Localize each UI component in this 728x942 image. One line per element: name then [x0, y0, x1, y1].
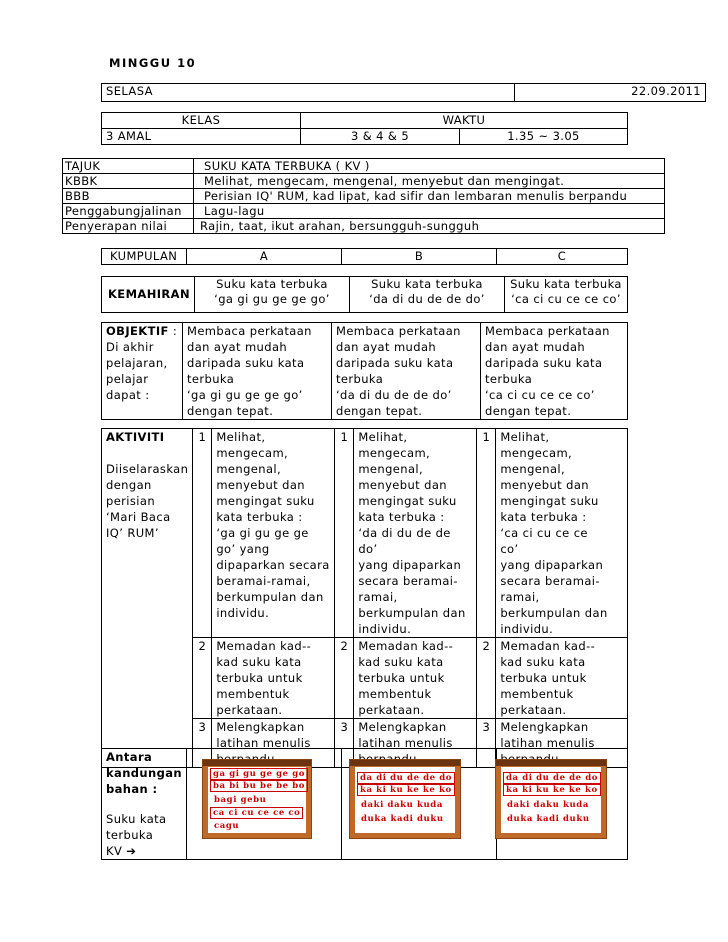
content-label: bahan : — [106, 782, 158, 796]
slide-thumbnail-b — [349, 759, 461, 839]
slide-thumbnail-a — [202, 759, 312, 839]
activity-line: kad suku kata — [358, 655, 444, 669]
activity-line: menyebut dan — [358, 478, 447, 492]
activity-c-step1 — [496, 429, 628, 638]
activity-sub: ‘Mari Baca — [106, 510, 171, 524]
activity-line: Memadan kad-- — [500, 639, 596, 653]
objective-line: dengan tepat. — [187, 404, 274, 418]
activity-line: Melengkapkan — [358, 720, 447, 734]
activity-line: kad suku kata — [500, 655, 586, 669]
activity-line: go’ yang — [216, 542, 270, 556]
activity-line: latihan menulis — [358, 736, 453, 750]
activity-line: terbuka untuk — [358, 671, 445, 685]
objective-line: daripada suku kata — [485, 356, 603, 370]
objective-sub: Di akhir — [106, 340, 154, 354]
objective-line: ‘ga gi gu ge ge go’ — [187, 388, 303, 402]
activity-line: mengenal, — [216, 462, 282, 476]
activity-line: secara beramai- — [358, 574, 458, 588]
activity-line: beramai-ramai, — [216, 574, 311, 588]
activity-line: membentuk — [216, 687, 290, 701]
content-label: Antara — [106, 750, 153, 764]
content-label: kandungan — [106, 766, 182, 780]
slide-row: daki daku kuda — [361, 800, 443, 810]
activity-line: mengecam, — [500, 446, 573, 460]
activity-line: berkumpulan dan — [358, 606, 466, 620]
activity-line: individu. — [216, 606, 270, 620]
skill-c-line2: ‘ca ci cu ce ce co’ — [511, 292, 621, 306]
activity-line: mengingat suku — [358, 494, 457, 508]
slide-row: ca ci cu ce ce co — [210, 807, 303, 819]
objective-b — [332, 323, 481, 420]
content-sub: Suku kata — [106, 812, 167, 826]
content-label-cell — [102, 749, 187, 860]
week-label: MINGGU 10 — [109, 56, 197, 70]
activity-line: membentuk — [358, 687, 432, 701]
objective-line: terbuka — [485, 372, 533, 386]
objective-colon: : — [172, 324, 178, 338]
activity-line: yang dipaparkan — [358, 558, 462, 572]
objective-line: ‘da di du de de do’ — [336, 388, 452, 402]
activity-line: perkataan. — [358, 703, 425, 717]
content-sub: terbuka — [106, 828, 154, 842]
slide-row: ka ki ku ke ke ko — [357, 784, 455, 796]
group-b: B — [342, 249, 497, 265]
objective-sub: pelajaran, — [106, 356, 168, 370]
skill-a — [195, 277, 350, 313]
info-value: Lagu-lagu — [194, 204, 665, 219]
info-value: Perisian IQ' RUM, kad lipat, kad sifir dan lembaran menulis berpandu — [194, 189, 665, 204]
skill-c — [505, 277, 628, 313]
activity-line: latihan menulis — [216, 736, 311, 750]
activity-a-step1 — [212, 429, 335, 638]
skill-b-line2: ‘da di du de de do’ — [369, 292, 485, 306]
slide-row: ga gi gu ge ge go — [210, 768, 308, 780]
content-sub: KV ➔ — [106, 844, 137, 858]
activity-line: Memadan kad-- — [358, 639, 454, 653]
skill-label: KEMAHIRAN — [102, 277, 195, 313]
slide-row: cagu — [214, 821, 240, 831]
activity-line: mengecam, — [358, 446, 431, 460]
objective-line: terbuka — [336, 372, 384, 386]
activity-line: Melengkapkan — [216, 720, 305, 734]
activity-line: individu. — [500, 622, 554, 636]
activity-line: mengingat suku — [216, 494, 315, 508]
activity-line: kad suku kata — [216, 655, 302, 669]
activity-line: mengingat suku — [500, 494, 599, 508]
period-value: 3 & 4 & 5 — [301, 129, 460, 145]
activity-line: berkumpulan dan — [216, 590, 324, 604]
activity-line: membentuk — [500, 687, 574, 701]
objective-line: dan ayat mudah — [336, 340, 437, 354]
objective-line: Membaca perkataan — [187, 324, 312, 338]
skill-a-line1: Suku kata terbuka — [216, 277, 328, 291]
objective-line: terbuka — [187, 372, 235, 386]
activity-line: mengenal, — [500, 462, 566, 476]
info-value: Melihat, mengecam, mengenal, menyebut dan mengingat. — [194, 174, 665, 189]
activity-line: ‘da di du de de — [358, 526, 451, 540]
activity-line: Memadan kad-- — [216, 639, 312, 653]
info-value: SUKU KATA TERBUKA ( KV ) — [194, 159, 665, 174]
activity-c-step2 — [496, 638, 628, 719]
step-number: 1 — [335, 429, 354, 638]
step-number: 1 — [477, 429, 496, 638]
slide-row: bagi gebu — [214, 795, 267, 805]
skill-a-line2: ‘ga gi gu ge ge go’ — [214, 292, 330, 306]
step-number: 2 — [193, 638, 212, 719]
info-label: KBBK — [63, 174, 194, 189]
group-label: KUMPULAN — [102, 249, 187, 265]
activity-sub: IQ’ RUM’ — [106, 526, 159, 540]
objective-line: Membaca perkataan — [336, 324, 461, 338]
day-cell: SELASA — [102, 84, 515, 102]
objective-c — [481, 323, 628, 420]
activity-line: kata terbuka : — [500, 510, 587, 524]
activity-line: Melengkapkan — [500, 720, 589, 734]
date-cell: 22.09.2011 — [515, 84, 706, 102]
activity-line: dipaparkan secara — [216, 558, 330, 572]
objective-sub: dapat : — [106, 388, 150, 402]
activity-line: yang dipaparkan — [500, 558, 604, 572]
info-table — [62, 158, 665, 234]
class-value: 3 AMAL — [102, 129, 301, 145]
slide-row: da di du de de do — [503, 772, 601, 784]
objective-table — [101, 322, 628, 420]
activity-table — [101, 428, 628, 768]
activity-line: kata terbuka : — [358, 510, 445, 524]
time-value: 1.35 ~ 3.05 — [460, 129, 628, 145]
objective-line: Membaca perkataan — [485, 324, 610, 338]
activity-line: terbuka untuk — [216, 671, 303, 685]
activity-line: Melihat, — [500, 430, 550, 444]
activity-b-step1 — [354, 429, 477, 638]
activity-line: berkumpulan dan — [500, 606, 608, 620]
objective-line: dengan tepat. — [336, 404, 423, 418]
step-number: 3 — [477, 719, 496, 768]
step-number: 3 — [193, 719, 212, 768]
step-number: 3 — [335, 719, 354, 768]
activity-line: Melihat, — [216, 430, 266, 444]
skill-table — [101, 276, 628, 313]
day-table — [101, 83, 706, 102]
objective-line: daripada suku kata — [336, 356, 454, 370]
info-label: Penyerapan nilai — [63, 219, 194, 234]
activity-sub: Diiselaraskan — [106, 462, 189, 476]
skill-b — [350, 277, 505, 313]
group-c: C — [497, 249, 628, 265]
objective-line: dan ayat mudah — [187, 340, 288, 354]
activity-line: latihan menulis — [500, 736, 595, 750]
objective-label-cell — [102, 323, 183, 420]
activity-line: perkataan. — [216, 703, 283, 717]
activity-line: perkataan. — [500, 703, 567, 717]
objective-line: dengan tepat. — [485, 404, 572, 418]
slide-row: ba bi bu be be bo — [210, 780, 308, 792]
activity-line: mengenal, — [358, 462, 424, 476]
activity-sub: dengan — [106, 478, 152, 492]
info-label: TAJUK — [63, 159, 194, 174]
objective-sub: pelajar — [106, 372, 149, 386]
info-label: BBB — [63, 189, 194, 204]
class-table — [101, 112, 628, 145]
skill-c-line1: Suku kata terbuka — [510, 277, 622, 291]
activity-line: co’ — [500, 542, 519, 556]
step-number: 2 — [477, 638, 496, 719]
activity-label: AKTIVITI — [106, 430, 165, 444]
activity-line: mengecam, — [216, 446, 289, 460]
activity-line: terbuka untuk — [500, 671, 587, 685]
objective-line: ‘ca ci cu ce ce co’ — [485, 388, 595, 402]
info-label: Penggabungjalinan — [63, 204, 194, 219]
objective-line: dan ayat mudah — [485, 340, 586, 354]
objective-line: daripada suku kata — [187, 356, 305, 370]
slide-row: duka kadi duku — [361, 814, 444, 824]
slide-row: duka kadi duku — [507, 814, 590, 824]
activity-a-step2 — [212, 638, 335, 719]
activity-line: secara beramai- — [500, 574, 600, 588]
slide-thumbnail-c — [495, 759, 607, 839]
activity-line: menyebut dan — [500, 478, 589, 492]
time-header: WAKTU — [301, 113, 628, 129]
group-a: A — [187, 249, 342, 265]
slide-row: daki daku kuda — [507, 800, 589, 810]
slide-row: ka ki ku ke ke ko — [503, 784, 601, 796]
objective-label: OBJEKTIF — [106, 324, 169, 338]
activity-label-cell — [102, 429, 193, 768]
activity-line: individu. — [358, 622, 412, 636]
skill-b-line1: Suku kata terbuka — [371, 277, 483, 291]
activity-line: ramai, — [358, 590, 398, 604]
step-number: 1 — [193, 429, 212, 638]
objective-a — [183, 323, 332, 420]
activity-line: ‘ga gi gu ge ge — [216, 526, 309, 540]
activity-line: do’ — [358, 542, 378, 556]
activity-line: menyebut dan — [216, 478, 305, 492]
activity-sub: perisian — [106, 494, 156, 508]
info-value: Rajin, taat, ikut arahan, bersungguh-sungguh — [194, 219, 665, 234]
activity-line: kata terbuka : — [216, 510, 303, 524]
class-header: KELAS — [102, 113, 301, 129]
step-number: 2 — [335, 638, 354, 719]
slide-row: da di du de de do — [357, 772, 455, 784]
activity-line: ramai, — [500, 590, 540, 604]
activity-b-step2 — [354, 638, 477, 719]
activity-line: ‘ca ci cu ce ce — [500, 526, 588, 540]
group-table — [101, 248, 628, 265]
activity-line: Melihat, — [358, 430, 408, 444]
